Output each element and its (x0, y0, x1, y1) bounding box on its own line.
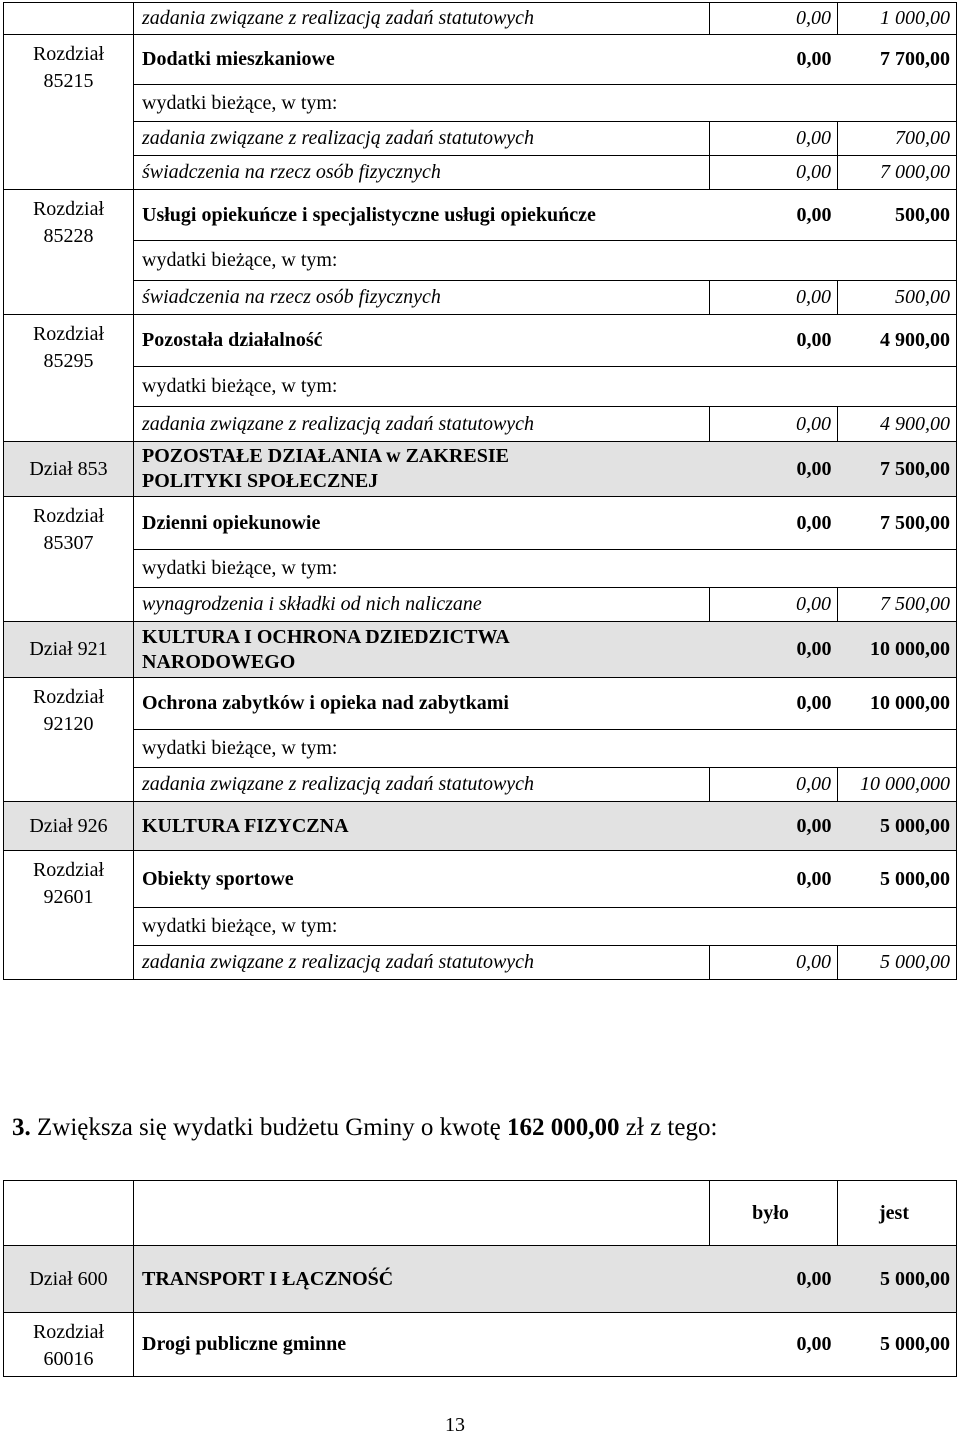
rozdzial-number: 85228 (43, 225, 94, 247)
table-row (4, 908, 957, 946)
classification-cell (4, 802, 134, 851)
section-title: Obiekty sportowe (134, 851, 710, 908)
amount-now: 5 000,00 (838, 851, 957, 908)
section-number: 3. (12, 1114, 31, 1141)
amount-was: 0,00 (710, 802, 838, 851)
item-label: zadania związane z realizacją zadań statutowych (134, 3, 710, 35)
amount-was: 0,00 (710, 588, 838, 622)
amount-now: 7 700,00 (838, 35, 957, 85)
amount-now: 10 000,00 (838, 678, 957, 730)
table-row (4, 85, 957, 122)
amount-now: 700,00 (838, 122, 957, 156)
classification-cell (4, 3, 134, 35)
amount-now: 500,00 (838, 281, 957, 315)
item-label: wynagrodzenia i składki od nich naliczane (134, 588, 710, 622)
amount-now: 4 900,00 (838, 407, 957, 442)
amount-was: 0,00 (710, 156, 838, 190)
dzial-title-line: KULTURA I OCHRONA DZIEDZICTWA (142, 625, 510, 648)
rozdzial-number: 60016 (43, 1348, 94, 1370)
rozdzial-label: Rozdział (32, 198, 105, 220)
table-row (4, 281, 957, 315)
rozdzial-number: 92601 (43, 886, 94, 908)
classification-cell (4, 678, 134, 802)
classification-cell (4, 35, 134, 190)
table-row (4, 367, 957, 407)
amount-was: 0,00 (710, 315, 838, 367)
amount-was: 0,00 (710, 1313, 838, 1377)
amount-was: 0,00 (710, 768, 838, 802)
amount-now: 4 900,00 (838, 315, 957, 367)
section-title: Usługi opiekuńcze i specjalistyczne usługi opiekuńcze (134, 190, 710, 241)
table-row (4, 946, 957, 980)
dzial-title (134, 1246, 710, 1313)
rozdzial-label: Rozdział (32, 323, 105, 345)
section-amount: 162 000,00 (507, 1114, 620, 1141)
table-row (4, 622, 957, 678)
header-empty-cell (4, 1181, 134, 1246)
rozdzial-label: Rozdział (32, 43, 105, 65)
section-3-heading (12, 1114, 717, 1142)
table-row (4, 678, 957, 730)
classification-cell (4, 622, 134, 678)
subheading-cell: wydatki bieżące, w tym: (134, 908, 957, 946)
amount-was: 0,00 (710, 946, 838, 980)
section-title: Ochrona zabytków i opieka nad zabytkami (134, 678, 710, 730)
amount-now: 5 000,00 (838, 802, 957, 851)
amount-was: 0,00 (710, 678, 838, 730)
table-header-row (4, 1181, 957, 1246)
classification-cell (4, 1313, 134, 1377)
table-row (4, 497, 957, 550)
dzial-code: Dział 853 (29, 457, 108, 480)
header-was: było (710, 1181, 838, 1246)
amount-now: 10 000,000 (838, 768, 957, 802)
classification-cell (4, 442, 134, 497)
dzial-title (134, 442, 710, 497)
classification-cell (4, 315, 134, 442)
amount-was: 0,00 (710, 35, 838, 85)
classification-cell (4, 190, 134, 315)
expenditure-table-increases (3, 1180, 957, 1377)
amount-was: 0,00 (710, 281, 838, 315)
table-row (4, 730, 957, 768)
amount-was: 0,00 (710, 190, 838, 241)
section-title: Drogi publiczne gminne (134, 1313, 710, 1377)
table-row (4, 1313, 957, 1377)
table-row (4, 550, 957, 588)
header-now: jest (838, 1181, 957, 1246)
amount-now: 5 000,00 (838, 1313, 957, 1377)
subheading-cell: wydatki bieżące, w tym: (134, 85, 957, 122)
amount-now: 7 500,00 (838, 442, 957, 497)
table-row (4, 315, 957, 367)
table-row (4, 442, 957, 497)
section-title: Pozostała działalność (134, 315, 710, 367)
table-row (4, 588, 957, 622)
rozdzial-number: 85295 (43, 350, 94, 372)
dzial-title-line: POLITYKI SPOŁECZNEJ (142, 470, 379, 492)
section-title: Dzienni opiekunowie (134, 497, 710, 550)
dzial-code: Dział 926 (29, 814, 108, 837)
classification-cell (4, 497, 134, 622)
classification-cell (4, 851, 134, 980)
table-row (4, 407, 957, 442)
header-empty-cell (134, 1181, 710, 1246)
section-text-before: Zwiększa się wydatki budżetu Gminy o kwotę (30, 1114, 508, 1141)
amount-was: 0,00 (710, 622, 838, 678)
dzial-code: Dział 921 (29, 638, 108, 660)
rozdzial-number: 85307 (43, 532, 94, 554)
amount-was: 0,00 (710, 851, 838, 908)
classification-cell (4, 1246, 134, 1313)
table-row (4, 851, 957, 908)
section-title: Dodatki mieszkaniowe (134, 35, 710, 85)
table-row (4, 35, 957, 85)
item-label: zadania związane z realizacją zadań statutowych (134, 407, 710, 442)
amount-was: 0,00 (710, 3, 838, 35)
rozdzial-label: Rozdział (32, 686, 105, 708)
amount-now: 7 500,00 (838, 497, 957, 550)
item-label: zadania związane z realizacją zadań statutowych (134, 122, 710, 156)
table-row (4, 241, 957, 281)
dzial-title-line: NARODOWEGO (142, 650, 296, 673)
subheading-cell: wydatki bieżące, w tym: (134, 730, 957, 768)
subheading-cell: wydatki bieżące, w tym: (134, 367, 957, 407)
amount-was: 0,00 (710, 442, 838, 497)
amount-now: 7 000,00 (838, 156, 957, 190)
dzial-title (134, 802, 710, 851)
section-text-after: zł z tego: (619, 1114, 718, 1141)
amount-now: 10 000,00 (838, 622, 957, 678)
amount-was: 0,00 (710, 407, 838, 442)
table-row (4, 1246, 957, 1313)
table-row (4, 156, 957, 190)
table-row (4, 802, 957, 851)
dzial-title-line: POZOSTAŁE DZIAŁANIA w ZAKRESIE (142, 445, 509, 467)
amount-now: 500,00 (838, 190, 957, 241)
table-row (4, 3, 957, 35)
item-label: zadania związane z realizacją zadań statutowych (134, 768, 710, 802)
table-row (4, 122, 957, 156)
dzial-title-line: TRANSPORT I ŁĄCZNOŚĆ (142, 1267, 394, 1290)
subheading-cell: wydatki bieżące, w tym: (134, 550, 957, 588)
expenditure-table-reductions (3, 2, 957, 980)
rozdzial-number: 92120 (43, 713, 94, 735)
amount-now: 5 000,00 (838, 946, 957, 980)
dzial-title-line: KULTURA FIZYCZNA (142, 814, 349, 837)
amount-was: 0,00 (710, 497, 838, 550)
page-number: 13 (445, 1414, 465, 1436)
rozdzial-label: Rozdział (32, 505, 105, 527)
dzial-title (134, 622, 710, 678)
subheading-cell: wydatki bieżące, w tym: (134, 241, 957, 281)
item-label: świadczenia na rzecz osób fizycznych (134, 156, 710, 190)
amount-now: 1 000,00 (838, 3, 957, 35)
amount-now: 5 000,00 (838, 1246, 957, 1313)
rozdzial-label: Rozdział (32, 1321, 105, 1343)
amount-was: 0,00 (710, 1246, 838, 1313)
item-label: świadczenia na rzecz osób fizycznych (134, 281, 710, 315)
item-label: zadania związane z realizacją zadań statutowych (134, 946, 710, 980)
amount-now: 7 500,00 (838, 588, 957, 622)
table-row (4, 190, 957, 241)
dzial-code: Dział 600 (29, 1267, 108, 1290)
rozdzial-number: 85215 (43, 70, 94, 92)
rozdzial-label: Rozdział (32, 859, 105, 881)
table-row (4, 768, 957, 802)
amount-was: 0,00 (710, 122, 838, 156)
